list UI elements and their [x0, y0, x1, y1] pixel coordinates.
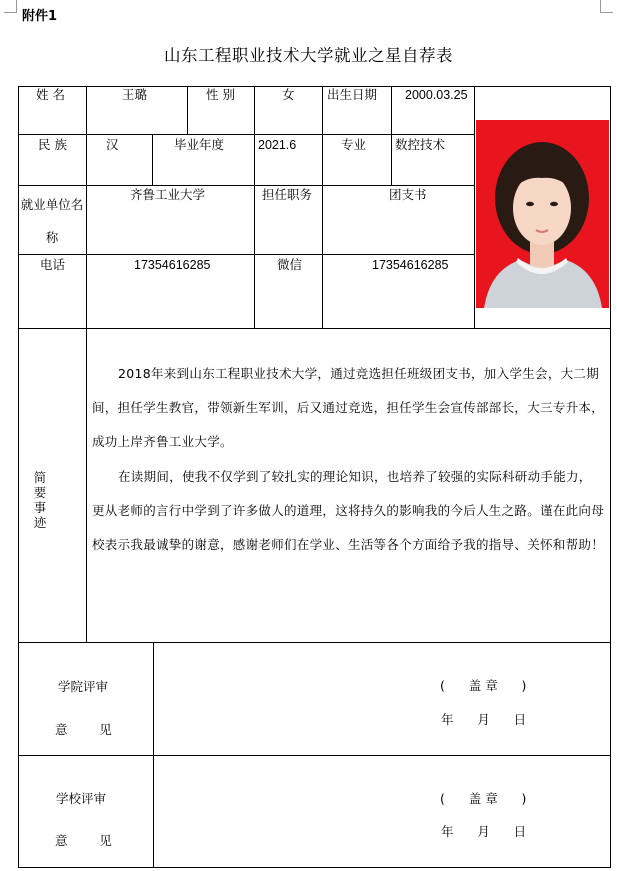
document-title: 山东工程职业技术大学就业之星自荐表: [164, 46, 453, 65]
position-value: 团支书: [389, 187, 427, 202]
ethnicity-label: 民 族: [38, 137, 67, 152]
school-review-date: 年 月 日: [441, 824, 527, 839]
birth-date-label: 出生日期: [327, 87, 378, 102]
major-value: 数控技术: [395, 137, 446, 152]
college-review-label: 学院评审: [58, 679, 109, 694]
page-corner-mark-left: [4, 0, 17, 13]
college-review-seal: ( 盖 章 ): [440, 678, 527, 693]
name-label: 姓 名: [36, 87, 65, 102]
employer-label: 就业单位名称: [20, 197, 84, 245]
phone-label: 电话: [40, 257, 66, 272]
college-review-date: 年 月 日: [441, 712, 527, 727]
college-review-label-opinion: 意 见: [55, 722, 112, 737]
gender-value: 女: [282, 87, 295, 102]
position-label: 担任职务: [262, 187, 313, 202]
deeds-paragraph-1: 2018年来到山东工程职业技术大学，通过竞选担任班级团支书，加入学生会，大二期间，担任学生教官，带领新生军训，后又通过竞选，担任学生会宣传部部长，大三专升本，成功上岸齐鲁工业大学。: [92, 366, 605, 449]
graduation-year-value: 2021.6: [258, 138, 297, 152]
school-review-seal: ( 盖 章 ): [440, 791, 527, 806]
gender-label: 性 别: [206, 87, 235, 102]
graduation-year-label: 毕业年度: [174, 137, 225, 152]
portrait-photo: [476, 120, 609, 308]
major-label: 专业: [341, 137, 367, 152]
wechat-label: 微信: [277, 257, 303, 272]
deeds-label: 简要事迹: [33, 470, 47, 530]
name-value: 王璐: [122, 87, 148, 102]
deeds-paragraph-2: 在读期间，使我不仅学到了较扎实的理论知识，也培养了较强的实际科研动手能力，更从老师的言行中学到了许多做人的道理，这将持久的影响我的今后人生之路。谨在此向母校表示我最诚挚的谢意，感谢老师们在学业、生活等各个方面给予我的指导、关怀和帮助！: [92, 469, 605, 552]
school-review-label: 学校评审: [56, 791, 107, 806]
attachment-label: 附件1: [22, 9, 58, 24]
phone-value: 17354616285: [134, 258, 211, 272]
birth-date-value: 2000.03.25: [405, 88, 468, 102]
school-review-label-opinion: 意 见: [55, 833, 112, 848]
wechat-value: 17354616285: [372, 258, 449, 272]
ethnicity-value: 汉: [106, 137, 119, 152]
portrait-photo-icon: [476, 120, 609, 308]
page-corner-mark-right: [600, 0, 613, 13]
employer-value: 齐鲁工业大学: [130, 187, 206, 202]
